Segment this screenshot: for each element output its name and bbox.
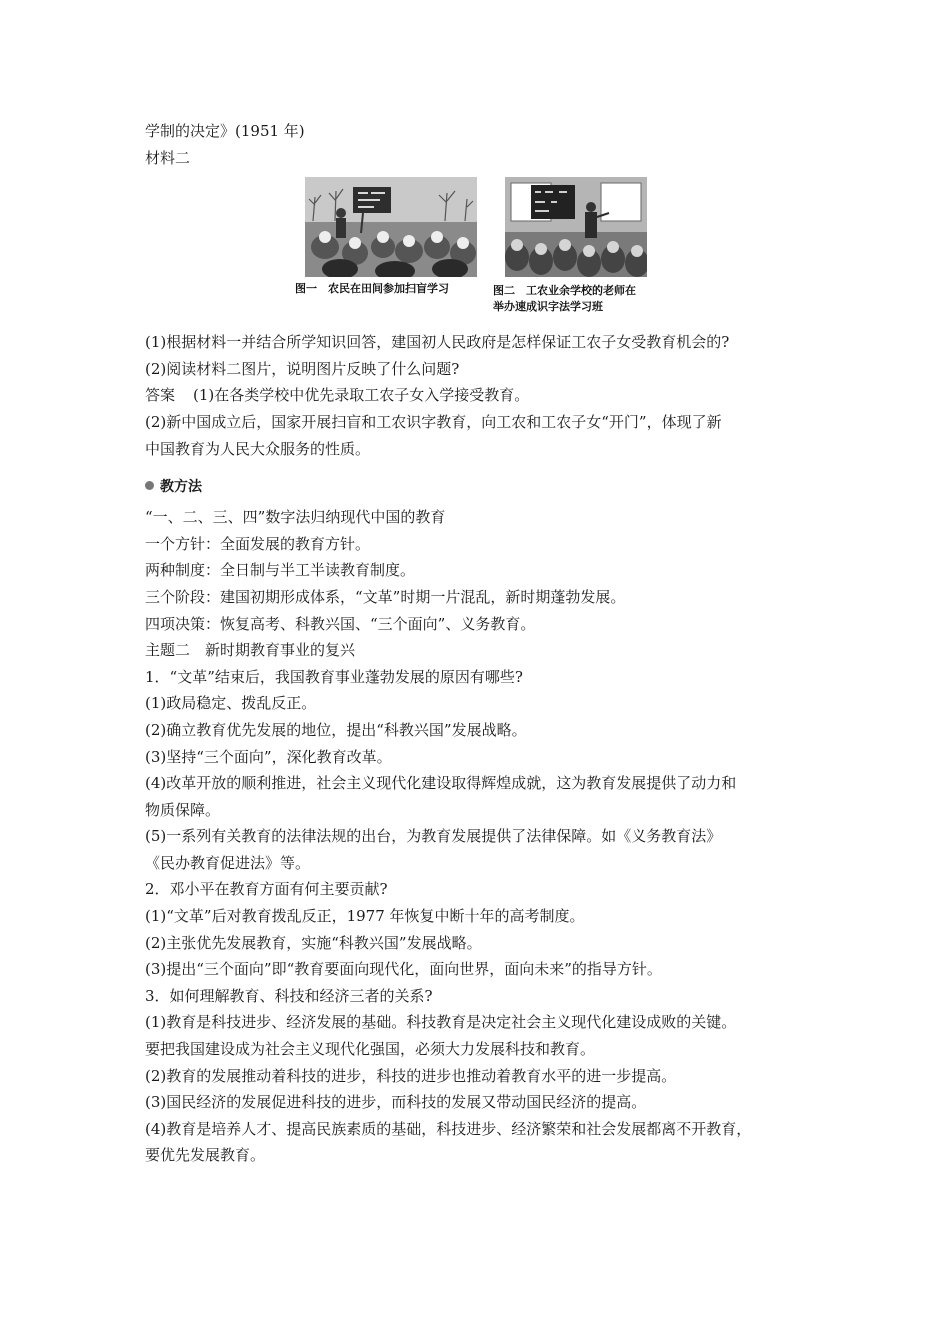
answer-item: 要把我国建设成为社会主义现代化强国，必须大力发展科技和教育。 xyxy=(145,1040,596,1059)
document-page xyxy=(145,118,815,1169)
answer-item: (4)教育是培养人才、提高民族素质的基础，科技进步、经济繁荣和社会发展都离不开教育， xyxy=(145,1119,752,1138)
answer-item: (3)坚持“三个面向”，深化教育改革。 xyxy=(145,747,392,766)
answer-item: (2)确立教育优先发展的地位，提出“科教兴国”发展战略。 xyxy=(145,720,527,739)
method-line: 三个阶段：建国初期形成体系，“文革”时期一片混乱，新时期蓬勃发展。 xyxy=(145,587,626,606)
answer-item: (4)改革开放的顺利推进，社会主义现代化建设取得辉煌成就，这为教育发展提供了动力和 xyxy=(145,774,737,793)
answer-item: 物质保障。 xyxy=(145,800,221,819)
answer-item: (1)教育是科技进步、经济发展的基础。科技教育是决定社会主义现代化建设成败的关键。 xyxy=(145,1013,737,1032)
answer-item: (1)政局稳定、拨乱反正。 xyxy=(145,694,317,713)
figure-row xyxy=(145,177,815,325)
topic-title: 主题二 新时期教育事业的复兴 xyxy=(145,641,356,660)
method-heading-text: 教方法 xyxy=(160,479,202,496)
answer-part-1: (1)在各类学校中优先录取工农子女入学接受教育。 xyxy=(193,386,530,405)
bullet-dot-icon xyxy=(145,481,154,490)
figure-2-photo xyxy=(505,177,647,277)
figure-2-caption-line: 举办速成识字法学习班 xyxy=(493,300,603,314)
answer-item: 要优先发展教育。 xyxy=(145,1146,266,1165)
topic-question: 1．“文革”结束后，我国教育事业蓬勃发展的原因有哪些? xyxy=(145,667,523,686)
method-line: 四项决策：恢复高考、科教兴国、“三个面向”、义务教育。 xyxy=(145,614,536,633)
material-two-label: 材料二 xyxy=(145,148,191,167)
answer-item: (1)“文革”后对教育拨乱反正，1977 年恢复中断十年的高考制度。 xyxy=(145,907,585,926)
question-1: (1)根据材料一并结合所学知识回答，建国初人民政府是怎样保证工农子女受教育机会的? xyxy=(145,333,730,352)
answer-item: (3)提出“三个面向”即“教育要面向现代化，面向世界，面向未来”的指导方针。 xyxy=(145,960,662,979)
figure-1-caption: 图一 农民在田间参加扫盲学习 xyxy=(295,282,449,296)
answer-item: (3)国民经济的发展促进科技的进步，而科技的发展又带动国民经济的提高。 xyxy=(145,1093,647,1112)
method-heading xyxy=(145,474,815,500)
answer-item: 《民办教育促进法》等。 xyxy=(145,853,311,872)
answer-item: (2)教育的发展推动着科技的进步，科技的进步也推动着教育水平的进一步提高。 xyxy=(145,1066,677,1085)
answer-item: (2)主张优先发展教育，实施“科教兴国”发展战略。 xyxy=(145,933,482,952)
method-line: “一、二、三、四”数字法归纳现代中国的教育 xyxy=(145,508,446,527)
question-2: (2)阅读材料二图片，说明图片反映了什么问题? xyxy=(145,359,460,378)
figure-2-caption xyxy=(493,283,636,315)
text-line: 学制的决定》(1951 年) xyxy=(145,122,305,140)
answer-line-1 xyxy=(145,382,815,409)
answer-item: (5)一系列有关教育的法律法规的出台，为教育发展提供了法律保障。如《义务教育法》 xyxy=(145,827,722,846)
figure-1-photo xyxy=(305,177,477,277)
topic-question: 2．邓小平在教育方面有何主要贡献? xyxy=(145,880,388,899)
topic-question: 3．如何理解教育、科技和经济三者的关系? xyxy=(145,986,433,1005)
method-line: 一个方针：全面发展的教育方针。 xyxy=(145,534,371,553)
answer-part-2: 中国教育为人民大众服务的性质。 xyxy=(145,439,371,458)
method-line: 两种制度：全日制与半工半读教育制度。 xyxy=(145,561,416,580)
answer-label: 答案 xyxy=(145,386,176,405)
answer-part-2: (2)新中国成立后，国家开展扫盲和工农识字教育，向工农和工农子女“开门”，体现了新 xyxy=(145,412,722,431)
figure-2-caption-line: 图二 工农业余学校的老师在 xyxy=(493,284,636,298)
